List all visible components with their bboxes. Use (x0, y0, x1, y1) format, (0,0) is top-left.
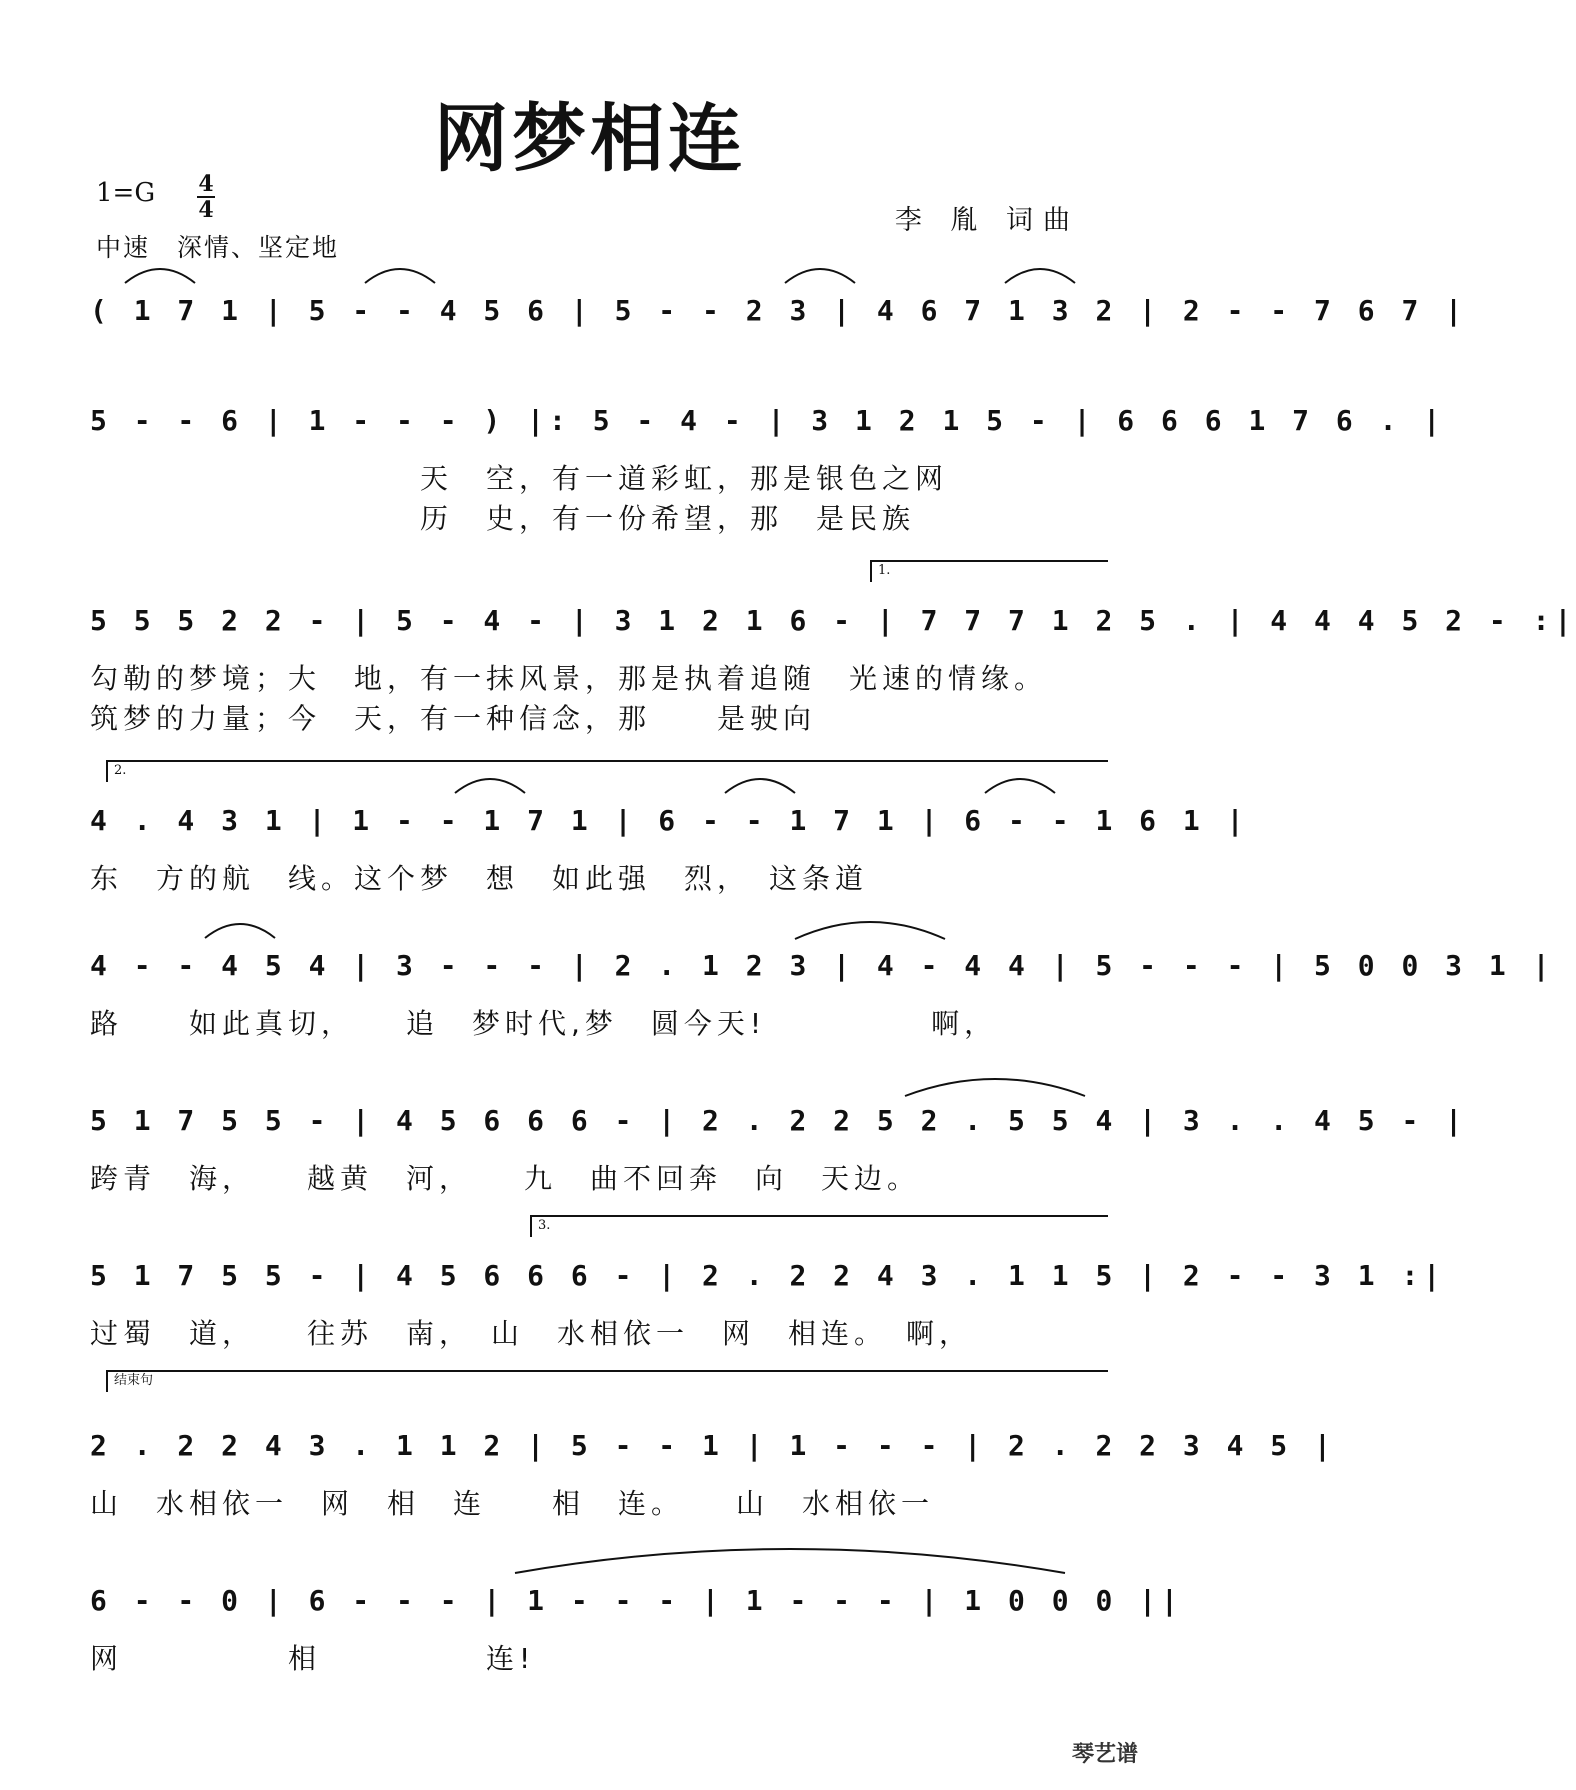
volta-ending: 结束句 (106, 1370, 1108, 1392)
volta-first: 1. (870, 560, 1108, 582)
lyric-line: 跨青 海， 越黄 河， 九 曲不回奔 向 天边。 (90, 1162, 921, 1195)
lyric-line: 东 方的航 线。这个梦 想 如此强 烈， 这条道 (90, 862, 869, 895)
tempo-marking: 中速 深情、坚定地 (96, 233, 340, 262)
lyric-line: 路 如此真切， 追 梦时代,梦 圆今天! 啊， (90, 1007, 998, 1040)
notation: 5 1 7 5 5 - | 4 5 6 6 6 - | 2 . 2 2 5 2 . 5 5 4 | 3 . . 4 5 - | (90, 1104, 1468, 1137)
score-line-1 (90, 285, 1468, 345)
score-line-8 (90, 1420, 1336, 1520)
page-title: 网梦相连 (434, 96, 746, 182)
lyric-line: 山 水相依一 网 相 连 相 连。 山 水相依一 (90, 1487, 935, 1520)
time-signature (195, 172, 217, 222)
score-line-3 (90, 595, 1576, 735)
score-line-4 (90, 795, 1249, 895)
notation: ( 1 7 1 | 5 - - 4 5 6 | 5 - - 2 3 | 4 6 7 1 3 2 | 2 - - 7 6 7 | (90, 294, 1468, 327)
notation: 4 . 4 3 1 | 1 - - 1 7 1 | 6 - - 1 7 1 | 6 - - 1 6 1 | (90, 804, 1249, 837)
notation: 2 . 2 2 4 3 . 1 1 2 | 5 - - 1 | 1 - - - | 2 . 2 2 3 4 5 | (90, 1429, 1336, 1462)
time-signature-top: 4 (198, 171, 214, 197)
lyric-verse-1: 勾勒的梦境；大 地，有一抹风景，那是执着追随 光速的情缘。 (90, 662, 1048, 695)
notation: 5 5 5 2 2 - | 5 - 4 - | 3 1 2 1 6 - | 7 7 7 1 2 5 . | 4 4 4 5 2 - :| (90, 604, 1576, 637)
score-line-2 (90, 395, 1446, 535)
time-signature-bottom: 4 (198, 197, 214, 223)
score-line-6 (90, 1095, 1468, 1195)
watermark-logo: 琴艺谱 (1071, 1742, 1138, 1767)
triplet-arc (780, 255, 860, 285)
score-line-5 (90, 940, 1555, 1040)
volta-third: 3. (530, 1215, 1108, 1237)
triplet-arc (360, 255, 440, 285)
notation: 5 1 7 5 5 - | 4 5 6 6 6 - | 2 . 2 2 4 3 . 1 1 5 | 2 - - 3 1 :| (90, 1259, 1446, 1292)
lyric-line: 过蜀 道， 往苏 南， 山 水相依一 网 相连。 啊， (90, 1317, 973, 1350)
notation: 5 - - 6 | 1 - - - ) |: 5 - 4 - | 3 1 2 1 5 - | 6 6 6 1 7 6 . | (90, 404, 1446, 437)
lyric-line: 网 相 连! (90, 1642, 536, 1675)
triplet-arc (200, 910, 280, 940)
score-line-7 (90, 1250, 1446, 1350)
key-signature: 1=G (96, 178, 156, 208)
tie-arc (510, 1535, 1070, 1575)
score-line-9 (90, 1575, 1183, 1675)
lyric-verse-1: 天 空，有一道彩虹，那是银色之网 (90, 462, 949, 495)
tie-arc (790, 905, 950, 941)
notation: 6 - - 0 | 6 - - - | 1 - - - | 1 - - - | 1 0 0 0 || (90, 1584, 1183, 1617)
lyric-verse-2: 筑梦的力量；今 天，有一种信念，那 是驶向 (90, 702, 817, 735)
tie-arc (900, 1062, 1090, 1098)
volta-second: 2. (106, 760, 1108, 782)
notation: 4 - - 4 5 4 | 3 - - - | 2 . 1 2 3 | 4 - 4 4 | 5 - - - | 5 0 0 3 1 | (90, 949, 1555, 982)
triplet-arc (1000, 255, 1080, 285)
lyric-verse-2: 历 史，有一份希望，那 是民族 (90, 502, 916, 535)
author-credit: 李 胤 词曲 (894, 205, 1080, 236)
